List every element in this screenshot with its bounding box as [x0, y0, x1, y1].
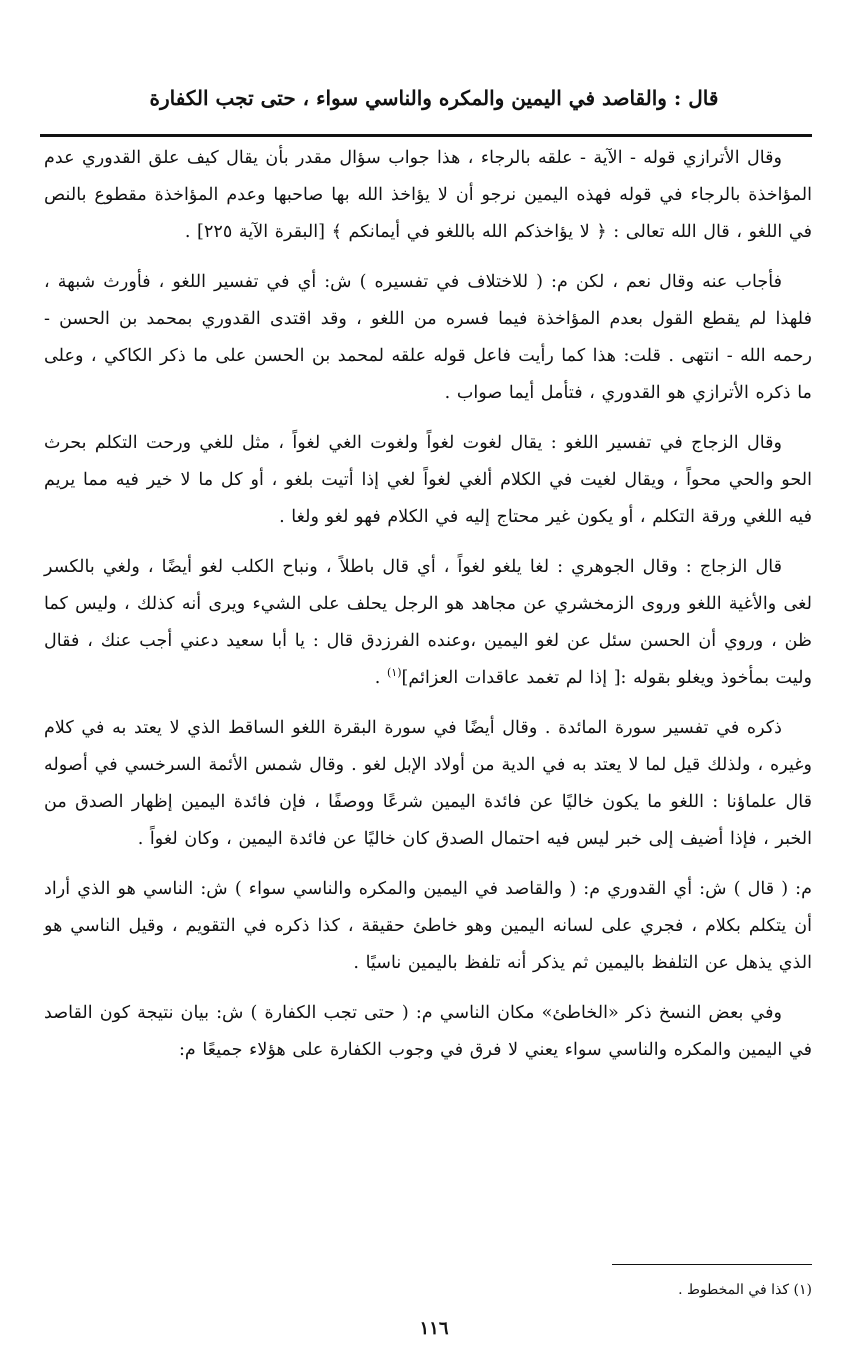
footnote-rule: [612, 1264, 812, 1265]
paragraph-5: ذكره في تفسير سورة المائدة . وقال أيضًا في سورة البقرة اللغو الساقط الذي لا يعتد به في كلام وغيره ، ولذلك قيل لما لا يعتد به في الدية من أولاد الإبل لغو . وقال شمس الأئمة السرخسي في أصوله قال علماؤنا : اللغو ما يكون خاليًا عن فائدة اليمين شرعًا ووصفًا ، فإن فائدة اليمين إظهار الصدق من الخبر ، فإذا أضيف إلى خبر ليس فيه احتمال الصدق كان خاليًا عن فائدة اليمين ، وكان لغواً .: [44, 718, 812, 849]
footnote-marker: (١): [386, 666, 402, 680]
paragraph-7: وفي بعض النسخ ذكر «الخاطئ» مكان الناسي م: ( حتى تجب الكفارة ) ش: بيان نتيجة كون القاصد في اليمين والمكره والناسي سواء يعني لا فرق في وجوب الكفارة على هؤلاء جميعًا م:: [44, 1003, 812, 1060]
paragraph-1: وقال الأترازي قوله - الآية - علقه بالرجاء ، هذا جواب سؤال مقدر بأن يقال كيف علق القدوري عدم المؤاخذة بالرجاء في قوله فهذه اليمين نرجو أن لا يؤاخذ الله بها صاحبها وعدم المؤاخذة مقطوع بالنص في اللغو ، قال الله تعالى : ﴿ لا يؤاخذكم الله باللغو في أيمانكم ﴾ [البقرة الآية ٢٢٥] .: [44, 148, 812, 242]
paragraph-3: وقال الزجاج في تفسير اللغو : يقال لغوت لغواً ولغوت الغي لغواً ، مثل للغي ورحت التكلم بحرث الحو والحي محواً ، ويقال لغيت في الكلام ألغي لغواً لغي إذا أتيت بلغو ، أو كل ما لا خير فيه مما يريم فيه اللغي ورقة التكلم ، أو يكون غير محتاج إليه في الكلام فهو لغو ولغا .: [44, 433, 812, 527]
paragraph-4: قال الزجاج : وقال الجوهري : لغا يلغو لغواً ، أي قال باطلاً ، ونباح الكلب لغو أيضًا ، ولغي بالكسر لغى والأغية اللغو وروى الزمخشري عن مجاهد هو الرجل يحلف على الشيء ويرى أنه كذلك ، وليس كما ظن ، وروي أن الحسن سئل عن لغو اليمين ،وعنده الفرزدق قال : يا أبا سعيد دعني أجب عنك ، فقال وليت بمأخوذ ويغلو بقوله :[ إذا لم تغمد عاقدات العزائم]$^{(١)}$ .: [44, 557, 812, 688]
paragraph-2: فأجاب عنه وقال نعم ، لكن م: ( للاختلاف في تفسيره ) ش: أي في تفسير اللغو ، فأورث شبهة ، فلهذا لم يقطع القول بعدم المؤاخذة فيما فسره من اللغو ، وقد اقتدى القدوري بمحمد بن الحسن - رحمه الله - انتهى . قلت: هذا كما رأيت فاعل قوله علقه لمحمد بن الحسن على ما ذكر الكاكي ، وعلى ما ذكره الأترازي هو القدوري ، فتأمل أيما صواب .: [44, 272, 812, 403]
paragraph-4-text: قال الزجاج : وقال الجوهري : لغا يلغو لغواً ، أي قال باطلاً ، ونباح الكلب لغو أيضًا ، ولغي بالكسر لغى والأغية اللغو وروى الزمخشري عن مجاهد هو الرجل يحلف على الشيء ويرى أنه كذلك ، وليس كما ظن ، وروي أن الحسن سئل عن لغو اليمين ،وعنده الفرزدق قال : يا أبا سعيد دعني أجب عنك ، فقال وليت بمأخوذ ويغلو بقوله :[ إذا لم تغمد عاقدات العزائم]: [44, 557, 812, 688]
header-rule: [40, 134, 812, 137]
footnote: (١) كذا في المخطوط .: [678, 1282, 812, 1298]
paragraph-6: م: ( قال ) ش: أي القدوري م: ( والقاصد في اليمين والمكره والناسي سواء ) ش: الناسي هو الذي أراد أن يتكلم بكلام ، فجري على لسانه اليمين وهو خاطئ حقيقة ، كذا ذكره في التقويم ، وقيل الناسي هو الذي يذهل عن التلفظ باليمين ثم يذكر أنه تلفظ باليمين ناسيًا .: [44, 879, 812, 973]
running-header: قال : والقاصد في اليمين والمكره والناسي سواء ، حتى تجب الكفارة: [149, 86, 719, 110]
page-number: ١١٦: [419, 1318, 449, 1339]
body-text: [44, 140, 812, 1082]
